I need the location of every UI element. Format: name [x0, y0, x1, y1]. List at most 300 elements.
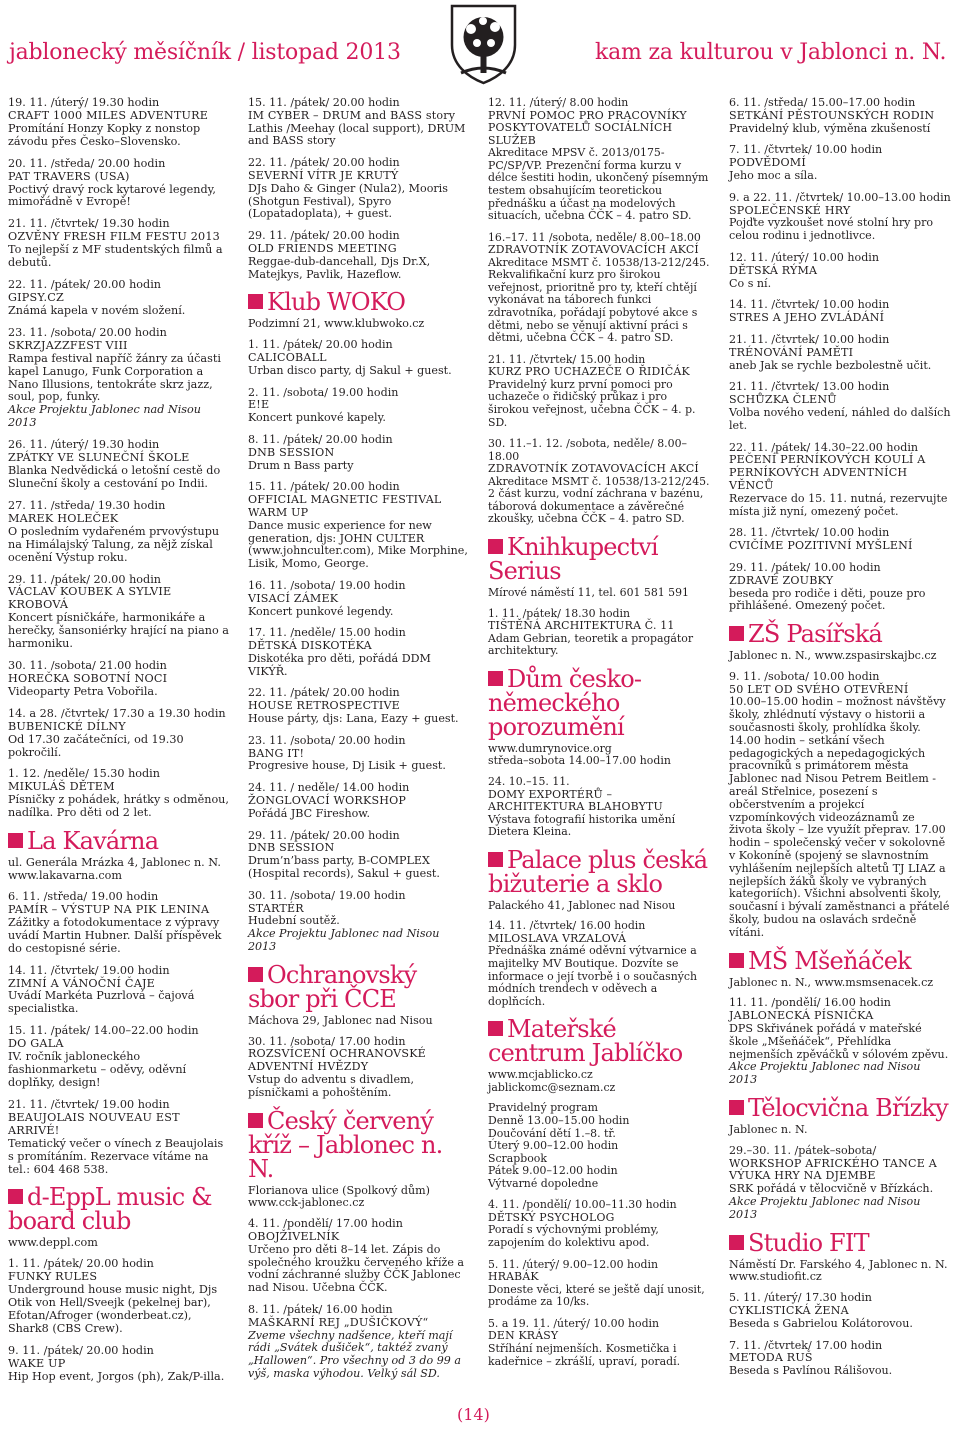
event-entry [488, 232, 710, 345]
event-description: To nejlepší z MF studentských filmů a debutů. [8, 243, 223, 270]
venue-block [8, 1185, 230, 1250]
event-title: HOUSE RETROSPECTIVE [248, 699, 400, 713]
event-date: 16.–17. 11 /sobota, neděle/ 8.00–18.00 [488, 230, 701, 244]
event-description: Promítání Honzy Kopky z nonstop závodu přes Česko–Slovensko. [8, 121, 201, 148]
event-entry [248, 230, 470, 281]
venue-title-text: Palace plus česká bižuterie a sklo [488, 845, 708, 898]
event-date: 22. 11. /pátek/ 20.00 hodin [248, 156, 400, 170]
page-number: (14) [457, 1405, 490, 1424]
venue-address: jablickomc@seznam.cz [488, 1080, 616, 1094]
event-title: DNB SESSION [248, 841, 335, 855]
event-entry [488, 97, 710, 223]
venue-block [248, 290, 470, 331]
venue-block [248, 960, 470, 1028]
event-note: Akce Projektu Jablonec nad Nisou 2013 [729, 1194, 921, 1221]
event-entry [488, 776, 710, 839]
event-description: Drum n Bass party [248, 458, 354, 472]
event-title: ZPÁTKY VE SLUNEČNÍ ŠKOLE [8, 451, 190, 465]
event-description: Pořádá JBC Fireshow. [248, 806, 371, 820]
event-title: DEN KRÁSY [488, 1329, 559, 1343]
event-entry [729, 1292, 951, 1330]
event-title: STRES A JEHO ZVLÁDÁNÍ [729, 311, 885, 325]
event-date: 21. 11. /čtvrtek/ 19.00 hodin [8, 1097, 170, 1111]
event-date: 4. 11. /pondělí/ 10.00–11.30 hodin [488, 1198, 677, 1212]
event-date: 30. 11. /sobota/ 19.00 hodin [248, 888, 406, 902]
venue-address: Máchova 29, Jablonec nad Nisou [248, 1013, 433, 1027]
event-title: SPOLEČENSKÉ HRY [729, 203, 851, 217]
square-bullet-icon [8, 833, 23, 848]
venue-title [8, 1183, 230, 1236]
event-title: IM CYBER – DRUM and BASS story [248, 108, 456, 122]
event-description: Tematický večer o vínech z Beaujolais s promítáním. Rezervace vítáme na tel.: 604 468 538. [8, 1136, 224, 1176]
event-title: MIKULÁŠ DĚTEM [8, 780, 115, 794]
event-title: CVIČÍME POZITIVNÍ MYŠLENÍ [729, 539, 913, 553]
venue-title [488, 535, 710, 583]
section-title: kam za kulturou v Jablonci n. N. [595, 40, 947, 65]
venue-address: www.lakavarna.com [8, 869, 123, 883]
event-entry [729, 97, 951, 135]
page-header [0, 0, 960, 90]
event-description: Urban disco party, dj Sakul + guest. [248, 363, 452, 377]
event-description: Známá kapela v novém složení. [8, 303, 186, 317]
event-entry [8, 218, 230, 270]
event-title: OFFICIAL MAGNETIC FESTIVAL WARM UP [248, 493, 442, 519]
venue-title-text: ZŠ Pasířská [748, 620, 882, 649]
event-title: 50 LET OD SVÉHO OTEVŘENÍ [729, 682, 909, 696]
event-date: 7. 11. /čtvrtek/ 10.00 hodin [729, 143, 883, 157]
event-description: Beseda s Gabrielou Kolátorovou. [729, 1316, 913, 1330]
venue-block [729, 622, 951, 663]
venue-address: Jablonec n. N. [729, 1123, 808, 1136]
event-date: 23. 11. /sobota/ 20.00 hodin [8, 325, 167, 339]
event-entry [488, 1318, 710, 1368]
event-description: Videoparty Petra Vobořila. [8, 684, 158, 698]
venue-title [8, 827, 230, 856]
square-bullet-icon [488, 539, 503, 554]
event-date: 17. 11. /neděle/ 15.00 hodin [248, 626, 406, 640]
venue-title-text: Ochranovský sbor při ČCE [248, 960, 417, 1013]
event-description: Určeno pro děti 8–14 let. Zápis do společného kroužku červeného kříže a vodní záchranné služby ČČK Jablonec nad Nisou. Učebna ČČK. [248, 1242, 465, 1295]
event-entry [248, 434, 470, 472]
event-date: 9. a 22. 11. /čtvrtek/ 10.00–13.00 hodin [729, 190, 951, 204]
event-date: 14. 11. /čtvrtek/ 10.00 hodin [729, 298, 890, 312]
square-bullet-icon [248, 967, 263, 982]
event-entry [8, 1099, 230, 1177]
event-entry [248, 580, 470, 618]
event-entry [248, 830, 470, 881]
event-description: Progresive house, Dj Lisik + guest. [248, 759, 446, 773]
event-date: 29.–30. 11. /pátek–sobota/ [729, 1143, 877, 1157]
event-description: Písničky z pohádek, hrátky s odměnou, nadílka. Pro děti od 2 let. [8, 793, 229, 820]
event-description: Výstava fotografií historika umění Dietera Kleina. [488, 812, 676, 839]
event-date: 12. 11. /úterý/ 8.00 hodin [488, 96, 629, 109]
event-title: PEČENÍ PERNÍKOVÝCH KOULÍ A PERNÍKOVÝCH ADVENTNÍCH VĚNCŮ [729, 453, 926, 492]
event-title: CALICOBALL [248, 350, 327, 364]
event-title: DNB SESSION [248, 445, 335, 459]
event-entry [248, 97, 470, 148]
column-4 [729, 97, 951, 1387]
event-description: House párty, djs: Lana, Eazy + guest. [248, 712, 459, 726]
event-description: Blanka Nedvědická o letošní cestě do Sluneční školy a cestování po Indii. [8, 464, 221, 490]
venue-title-text: Studio FIT [748, 1228, 869, 1257]
event-date: 5. a 19. 11. /úterý/ 10.00 hodin [488, 1316, 660, 1330]
venue-title-text: Mateřské centrum Jablíčko [488, 1015, 683, 1068]
event-description: Co s ní. [729, 276, 772, 290]
event-date: 1. 11. /pátek/ 18.30 hodin [488, 606, 630, 620]
event-entry [248, 1036, 470, 1100]
square-bullet-icon [729, 626, 744, 641]
event-description: Koncert punkové legendy. [248, 604, 394, 618]
event-entry [8, 768, 230, 820]
event-description: Doučování dětí 1.–8. tř. [488, 1126, 616, 1140]
square-bullet-icon [248, 294, 263, 309]
event-title: BANG IT! [248, 746, 305, 760]
event-entry [488, 1199, 710, 1249]
event-date: 30. 11. /sobota/ 21.00 hodin [8, 659, 167, 673]
event-date: 4. 11. /pondělí/ 17.00 hodin [248, 1217, 403, 1231]
event-date: 1. 11. /pátek/ 20.00 hodin [8, 1257, 154, 1271]
venue-address: www.cck-jablonec.cz [248, 1196, 365, 1210]
event-date: 29. 11. /pátek/ 20.00 hodin [8, 572, 161, 586]
event-title: OZVĚNY FRESH FILM FESTU 2013 [8, 230, 220, 244]
event-title: OLD FRIENDS MEETING [248, 241, 397, 255]
event-description: DPS Skřivánek pořádá v mateřské škole „Mšeňáček“, Přehlídka nejmenších zpěváčků v sólovém zpěvu. [729, 1022, 949, 1061]
event-entry [729, 334, 951, 372]
event-entry [729, 192, 951, 243]
venue-title-text: MŠ Mšeňáček [748, 946, 911, 975]
event-date: 14. 11. /čtvrtek/ 16.00 hodin [488, 919, 646, 933]
event-description: Denně 13.00–15.00 hodin [488, 1113, 630, 1127]
event-date: 14. a 28. /čtvrtek/ 17.30 a 19.30 hodin [8, 706, 226, 720]
venue-address: Palackého 41, Jablonec nad Nisou [488, 898, 676, 912]
event-title: FUNKY RULES [8, 1270, 98, 1284]
venue-block [729, 1228, 951, 1285]
event-entry [488, 438, 710, 526]
event-note: Akce Projektu Jablonec nad Nisou 2013 [729, 1060, 921, 1087]
event-entry [8, 327, 230, 430]
event-entry [8, 891, 230, 956]
event-entry [8, 708, 230, 760]
event-date: 8. 11. /pátek/ 20.00 hodin [248, 432, 393, 446]
square-bullet-icon [729, 953, 744, 968]
venue-title-text: Klub WOKO [267, 288, 406, 317]
venue-title-text: Tělocvična Břízky [748, 1094, 948, 1122]
event-description: Hudební soutěž. [248, 914, 340, 928]
event-description: Rezervace do 15. 11. nutná, rezervujte místa již nyní, omezený počet. [729, 491, 948, 518]
venue-address: středa–sobota 14.00–17.00 hodin [488, 754, 671, 768]
venue-address: www.deppl.com [8, 1236, 98, 1250]
event-description: Pravidelný kurz první pomoci pro uchazeče o řidičský průkaz i pro širokou veřejnost, učebna ČČK – 4. p. SD. [488, 377, 696, 429]
event-entry [729, 1145, 951, 1222]
event-title: BEAUJOLAIS NOUVEAU EST ARRIVÉ! [8, 1110, 180, 1137]
event-description: Drum’n’bass party, B-COMPLEX (Hospital records), Sakul + guest. [248, 854, 440, 881]
event-description: Pojďte vyzkoušet nové stolní hry pro celou rodinu i jednotlivce. [729, 216, 934, 243]
event-date: 26. 11. /úterý/ 19.30 hodin [8, 438, 160, 452]
event-date: 23. 11. /sobota/ 20.00 hodin [248, 733, 406, 747]
event-title: TIŠTĚNÁ ARCHITEKTURA Č. 11 [488, 619, 675, 633]
event-title: CRAFT 1000 MILES ADVENTURE [8, 108, 209, 122]
venue-title-text: Dům česko-německého porozumění [488, 664, 642, 741]
square-bullet-icon [248, 1113, 263, 1128]
event-description: Výtvarné dopoledne [488, 1176, 599, 1190]
event-title: ZDRAVÉ ZOUBKY [729, 573, 834, 587]
event-description: Beseda s Pavlínou Rálišovou. [729, 1364, 893, 1378]
event-description: 10.00–15.00 hodin – možnost návštěvy školy, zhlédnutí výstavy o historii a současnosti školy, prohlídka školy. 14.00 hodin – setkání všech pedagogických a nepedagogických pracovníků s primátorem města Jablonec nad Nisou Petrem Beitlem - areál Střelnice, posezení s občerstvením a projekcí vzpomínkových videozáznamů ze života školy – lze využít přeprav. 17.00 hodin – společenský večer v sokolovně v Kokoníně (spojený se slavnostním vyhlášením nejlepších altetů TJ LIAZ a nejlepších žáků školy ve vybraných kategoriích). Všichni absolventi školy, současní i bývalí zaměstnanci a přátelé školy, budou na oslavách srdečně vítáni. [729, 695, 950, 939]
event-description: Lathis /Meehay (local support), DRUM and BASS story [248, 121, 466, 148]
column-1 [8, 97, 230, 1393]
venue-address: ul. Generála Mrázka 4, Jablonec n. N. [8, 856, 221, 870]
event-date: 30. 11. /sobota/ 17.00 hodin [248, 1034, 406, 1048]
venue-address: Florianova ulice (Spolkový dům) [248, 1183, 430, 1197]
venue-address: Jablonec n. N., www.msmsenacek.cz [729, 975, 934, 989]
event-date: 15. 11. /pátek/ 20.00 hodin [248, 480, 400, 494]
event-entry [8, 439, 230, 491]
event-entry [248, 1218, 470, 1295]
event-entry [488, 354, 710, 429]
venue-address: Náměstí Dr. Farského 4, Jablonec n. N. [729, 1257, 948, 1271]
event-description: Akreditace MPSV č. 2013/0175-PC/SP/VP. Prezenční forma kurzu v délce šestiti hodin, ukončený písemným testem obsahujícím teoretickou přednášku a účast na modelových situacích, učebna ČČK – 4. patro SD. [488, 146, 709, 223]
event-title: ZDRAVOTNÍK ZOTAVOVACÍCH AKCÍ [488, 243, 699, 257]
event-description: Scrapbook [488, 1151, 547, 1165]
event-title: SETKÁNÍ PĚSTOUNSKÝCH RODIN [729, 108, 935, 122]
event-title: WAKE UP [8, 1356, 66, 1370]
event-date: 29. 11. /pátek/ 20.00 hodin [248, 828, 400, 842]
event-description: aneb Jak se rychle bezbolestně učit. [729, 358, 932, 372]
event-title: CYKLISTICKÁ ŽENA [729, 1303, 849, 1317]
event-title: KURZ PRO UCHAZEČE O ŘIDIČÁK [488, 365, 690, 379]
event-note: Akce Projektu Jablonec nad Nisou 2013 [248, 927, 440, 954]
event-entry [8, 158, 230, 210]
magazine-title: jablonecký měsíčník / listopad 2013 [9, 40, 401, 65]
event-date: 6. 11. /středa/ 19.00 hodin [8, 890, 159, 904]
event-description: Koncert punkové kapely. [248, 411, 386, 425]
event-entry [729, 252, 951, 290]
event-entry [248, 157, 470, 221]
event-date: 24. 11. / neděle/ 14.00 hodin [248, 781, 410, 795]
event-description: IV. ročník jabloneckého fashionmarketu – oděvy, oděvní doplňky, design! [8, 1050, 187, 1089]
event-title: DĚTSKÝ PSYCHOLOG [488, 1210, 615, 1224]
square-bullet-icon [488, 671, 503, 686]
event-date: 24. 10.–15. 11. [488, 774, 570, 788]
event-description: Poradí s výchovnými problémy, zapojením do kolektivu apod. [488, 1223, 659, 1249]
event-title: BUBENICKÉ DÍLNY [8, 719, 126, 733]
event-title: MAŠKARNÍ REJ „DUŠIČKOVÝ“ [248, 1315, 429, 1329]
event-description: Underground house music night, Djs Otik von Hell/Sveejk (pekelnej bar), Efotan/Afroger (wonderbeat.cz), Shark8 (CBS Crew). [8, 1283, 218, 1335]
event-title: DĚTSKÁ DISKOTÉKA [248, 639, 372, 653]
event-entry [248, 481, 470, 571]
event-description: Pátek 9.00–12.00 hodin [488, 1164, 618, 1178]
venue-block [488, 664, 710, 768]
venue-title-text: Knihkupectví Serius [488, 533, 658, 585]
venue-block [729, 946, 951, 990]
venue-address: Podzimní 21, www.klubwoko.cz [248, 317, 425, 331]
event-description: Reggae-dub-dancehall, Djs Dr.X, Matejkys, Pavlik, Hazeflow. [248, 254, 431, 281]
event-entry [729, 144, 951, 182]
venue-address: Jablonec n. N., www.zspasirskajbc.cz [729, 649, 937, 663]
venue-block [248, 1106, 470, 1211]
event-date: 27. 11. /středa/ 19.30 hodin [8, 498, 166, 512]
event-description: Volba nového vedení, náhled do dalších let. [729, 405, 951, 432]
event-title: DOMY EXPORTÉRŮ – ARCHITEKTURA BLAHOBYTU [488, 787, 663, 814]
event-title: PAMÍR – VÝSTUP NA PIK LENINA [8, 902, 210, 916]
event-title: HRABÁK [488, 1270, 539, 1284]
event-entry [729, 671, 951, 940]
event-entry [729, 299, 951, 325]
event-description: beseda pro rodiče i děti, pouze pro přihlášené. Omezený počet. [729, 586, 926, 613]
venue-title [729, 620, 951, 649]
event-date: 15. 11. /pátek/ 14.00–22.00 hodin [8, 1024, 199, 1038]
event-date: 29. 11. /pátek/ 10.00 hodin [729, 560, 881, 574]
event-description: DJs Daho & Ginger (Nula2), Mooris (Shotgun Festival), Spyro (Lopatadoplata), + guest. [248, 181, 448, 221]
event-date: 5. 11. /úterý/ 9.00–12.00 hodin [488, 1257, 659, 1271]
square-bullet-icon [488, 852, 503, 867]
event-title: METODA RUŠ [729, 1351, 813, 1365]
venue-block [488, 535, 710, 600]
venue-title [729, 1228, 951, 1257]
event-entry [729, 997, 951, 1087]
event-date: 21. 11. /čtvrtek/ 19.30 hodin [8, 217, 170, 231]
jablonec-coat-of-arms-icon [449, 3, 518, 86]
event-date: 1. 12. /neděle/ 15.30 hodin [8, 767, 160, 781]
event-description: Přednáška známé oděvní výtvarnice a majitelky MV Boutique. Dozvíte se informace o její tvorbě i o současných módních trendech v oděvech a doplňcích. [488, 944, 698, 1008]
column-2 [248, 97, 470, 1390]
venue-title [729, 1096, 951, 1120]
event-entry [8, 965, 230, 1017]
event-entry [248, 687, 470, 725]
event-entry [488, 1102, 710, 1190]
event-date: 8. 11. /pátek/ 16.00 hodin [248, 1302, 393, 1316]
event-title: E!E [248, 398, 270, 412]
event-description: Diskotéka pro děti, pořádá DDM VIKÝŘ. [248, 651, 431, 678]
venue-block [729, 1096, 951, 1137]
event-title: OBOJŽIVELNÍK [248, 1230, 340, 1243]
event-title: MILOSLAVA VRZALOVÁ [488, 931, 627, 945]
event-date: 28. 11. /čtvrtek/ 10.00 hodin [729, 526, 890, 540]
event-date: 15. 11. /pátek/ 20.00 hodin [248, 96, 400, 109]
event-title: STARTÉR [248, 901, 304, 915]
event-entry [729, 442, 951, 519]
venue-address: Mírové náměstí 11, tel. 601 581 591 [488, 586, 689, 599]
event-description: Akreditace MSMT č. 10538/13-212/245. Rekvalifikační kurz pro širokou veřejnost, prioritně pro ty, kteří chtějí vykonávat na táborech funkci zdravotníka, pořádají pobytové akce s dětmi, nebo se věnují aktivní práci s dětmi, učebna ČČK – 4. patro SD. [488, 255, 710, 345]
event-entry [8, 1025, 230, 1090]
event-entry [248, 890, 470, 954]
event-date: 12. 11. /úterý/ 10.00 hodin [729, 250, 879, 264]
event-title: PRVNÍ POMOC PRO PRACOVNÍKY POSKYTOVATELŮ SOCIÁLNÍCH SLUŽEB [488, 108, 687, 147]
venue-title [248, 1106, 470, 1183]
event-description: Zážitky a fotodokumentace z výpravy uvádí Martin Hubner. Další příspěvek do cestopisné série. [8, 915, 222, 955]
event-date: 21. 11. /čtvrtek/ 15.00 hodin [488, 352, 646, 366]
event-title: SKRZJAZZFEST VIII [8, 338, 128, 352]
event-entry [8, 574, 230, 652]
event-description: Od 17.30 začátečníci, od 19.30 pokročilí. [8, 732, 184, 759]
event-note: Zveme všechny nadšence, kteří mají rádi „Svátek dušiček“, taktéž zvaný „Hallowen“. Pro všechny od 3 do 99 a výš, maska výhodou. Velký sál SD. [248, 1328, 461, 1380]
column-3 [488, 97, 710, 1377]
event-entry [8, 1345, 230, 1384]
event-title: ROZSVÍCENÍ OCHRANOVSKÉ ADVENTNÍ HVĚZDY [248, 1047, 426, 1074]
event-title: SCHŮZKA ČLENŮ [729, 393, 837, 407]
event-date: 21. 11. /čtvrtek/ 13.00 hodin [729, 380, 890, 394]
event-description: SRK pořádá v tělocvičně v Břízkách. [729, 1182, 934, 1196]
venue-title [488, 664, 710, 741]
event-title: TRÉNOVÁNÍ PAMĚTI [729, 345, 854, 359]
event-entry [729, 1340, 951, 1378]
event-date: 20. 11. /středa/ 20.00 hodin [8, 156, 166, 170]
square-bullet-icon [729, 1235, 744, 1250]
event-title: PODVĚDOMÍ [729, 156, 806, 170]
event-title: DĚTSKÁ RÝMA [729, 263, 818, 277]
event-description: Jeho moc a síla. [729, 168, 818, 182]
event-date: 19. 11. /úterý/ 19.30 hodin [8, 96, 160, 109]
event-title: GIPSY.CZ [8, 290, 64, 304]
event-entry [248, 735, 470, 773]
event-note: Akce Projektu Jablonec nad Nisou 2013 [8, 403, 201, 430]
square-bullet-icon [8, 1189, 23, 1204]
venue-title [248, 960, 470, 1013]
venue-title [488, 1015, 710, 1068]
event-entry [248, 1304, 470, 1381]
venue-title-text: d-EppL music & board club [8, 1183, 212, 1236]
event-title: VISACÍ ZÁMEK [248, 591, 339, 605]
event-date: 14. 11. /čtvrtek/ 19.00 hodin [8, 963, 170, 977]
event-description: Doneste věci, které se ještě dají unosit, prodáme za 10/ks. [488, 1282, 705, 1309]
event-entry [248, 387, 470, 425]
venue-address: www.dumrynovice.org [488, 741, 612, 755]
venue-title [248, 288, 470, 317]
event-description: Úterý 9.00–12.00 hodin [488, 1139, 619, 1153]
event-entry [248, 339, 470, 377]
event-date: 22. 11. /pátek/ 20.00 hodin [8, 278, 161, 292]
event-title: PAT TRAVERS (USA) [8, 169, 130, 183]
event-entry [488, 920, 710, 1008]
event-entry [729, 381, 951, 432]
event-date: 22. 11. /pátek/ 20.00 hodin [248, 686, 400, 700]
event-description: Rampa festival napříč žánry za účasti kapel Lanugo, Funk Corporation a Nano Illusions, tentokráte skrz jazz, soul, pop, funky. [8, 351, 221, 404]
event-title: ZIMNÍ A VÁNOČNÍ ČAJE [8, 976, 156, 990]
event-date: 9. 11. /pátek/ 20.00 hodin [8, 1343, 154, 1357]
event-title: VÁCLAV KOUBEK A SYLVIE KROBOVÁ [8, 585, 172, 612]
event-date: 5. 11. /úterý/ 17.30 hodin [729, 1291, 872, 1305]
venue-block [488, 845, 710, 913]
event-entry [8, 279, 230, 318]
event-title: SEVERNÍ VÍTR JE KRUTÝ [248, 168, 399, 182]
venue-address: www.studiofit.cz [729, 1270, 822, 1284]
event-entry [248, 782, 470, 820]
event-title: ŽONGLOVACÍ WORKSHOP [248, 794, 407, 808]
event-description: Pravidelný klub, výměna zkušeností [729, 121, 931, 135]
venue-address: www.mcjablicko.cz [488, 1068, 593, 1082]
event-entry [8, 1258, 230, 1336]
event-description: Uvádí Markéta Puzrlová – čajová specialistka. [8, 989, 195, 1016]
event-description: Hip Hop event, Jorgos (ph), Zak/P-illa. [8, 1369, 225, 1383]
event-entry [488, 1259, 710, 1309]
venue-title [488, 845, 710, 898]
event-description: Stříhání nejmenších. Kosmetička i kadeřnice – zkrášlí, upraví, poradí. [488, 1341, 681, 1368]
event-date: 6. 11. /středa/ 15.00–17.00 hodin [729, 96, 916, 109]
event-date: 29. 11. /pátek/ 20.00 hodin [248, 229, 400, 243]
event-entry [8, 97, 230, 149]
square-bullet-icon [488, 1021, 503, 1036]
event-description: Koncert písničkáře, harmonikáře a herečky, šansoniérky hrající na piano a harmoniku. [8, 611, 229, 651]
event-date: Pravidelný program [488, 1101, 598, 1115]
venue-title-text: Český červený kříž – Jablonec n. N. [248, 1106, 443, 1183]
event-date: 2. 11. /sobota/ 19.00 hodin [248, 385, 399, 399]
venue-title [729, 946, 951, 975]
square-bullet-icon [729, 1100, 744, 1115]
event-title: MAREK HOLEČEK [8, 511, 119, 525]
event-date: 11. 11. /pondělí/ 16.00 hodin [729, 996, 891, 1010]
event-entry [8, 500, 230, 565]
event-title: HOREČKA SOBOTNÍ NOCI [8, 671, 168, 685]
